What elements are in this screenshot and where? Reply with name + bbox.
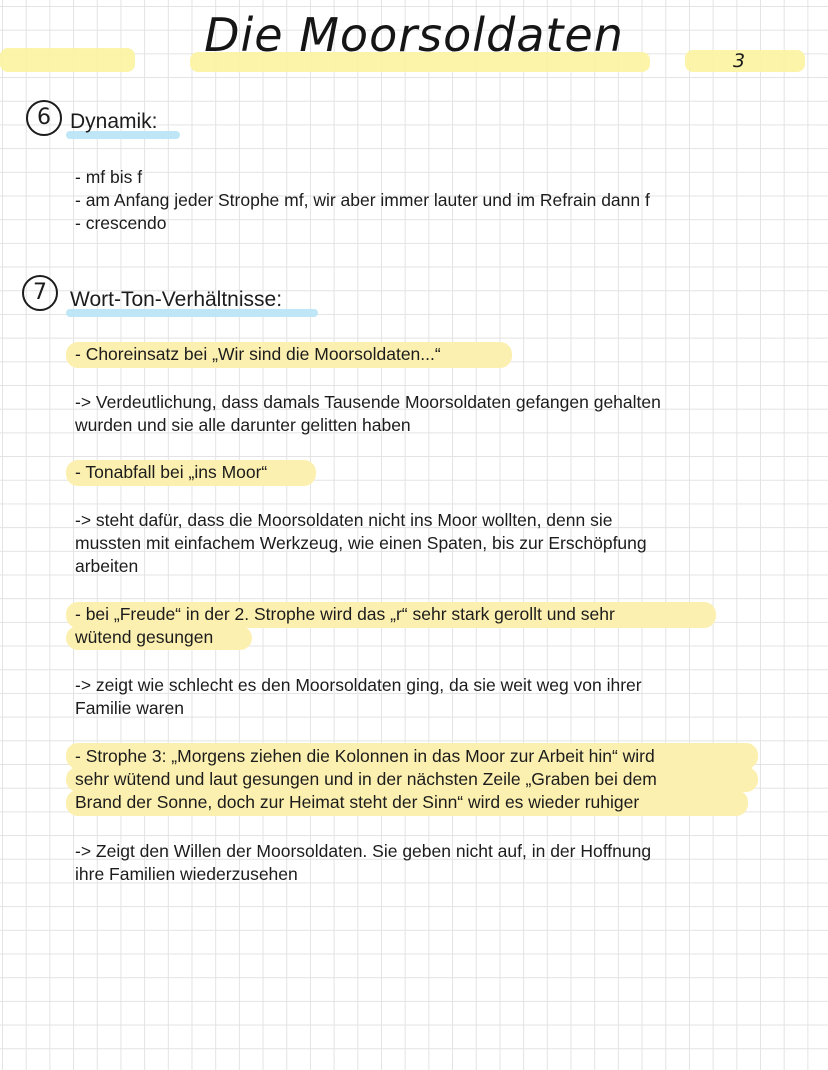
list-item: sehr wütend und laut gesungen und in der nächsten Zeile „Graben bei dem (75, 769, 657, 789)
section-heading-dynamik: Dynamik: (70, 110, 158, 133)
list-item: - Tonabfall bei „ins Moor“ (75, 462, 268, 482)
list-item: mussten mit einfachem Werkzeug, wie einen Spaten, bis zur Erschöpfung (75, 533, 647, 553)
list-item: ihre Familien wiederzusehen (75, 864, 298, 884)
list-item: wütend gesungen (75, 627, 214, 647)
list-item: wurden und sie alle darunter gelitten haben (75, 415, 411, 435)
list-item: - Choreinsatz bei „Wir sind die Moorsoldaten...“ (75, 344, 441, 364)
list-item: - am Anfang jeder Strophe mf, wir aber immer lauter und im Refrain dann f (75, 190, 650, 210)
list-item: Familie waren (75, 698, 184, 718)
list-item: -> zeigt wie schlecht es den Moorsoldaten ging, da sie weit weg von ihrer (75, 675, 642, 695)
list-item: - crescendo (75, 213, 167, 233)
list-item: -> steht dafür, dass die Moorsoldaten nicht ins Moor wollten, denn sie (75, 510, 613, 530)
page-title: Die Moorsoldaten (204, 8, 624, 62)
section-number-6: 6 (26, 100, 62, 136)
list-item: -> Verdeutlichung, dass damals Tausende Moorsoldaten gefangen gehalten (75, 392, 661, 412)
list-item: - bei „Freude“ in der 2. Strophe wird das „r“ sehr stark gerollt und sehr (75, 604, 615, 624)
section-number-7: 7 (22, 275, 58, 311)
list-item: - mf bis f (75, 167, 143, 187)
list-item: - Strophe 3: „Morgens ziehen die Kolonnen in das Moor zur Arbeit hin“ wird (75, 746, 655, 766)
section-heading-wort-ton: Wort-Ton-Verhältnisse: (70, 288, 283, 311)
list-item: Brand der Sonne, doch zur Heimat steht der Sinn“ wird es wieder ruhiger (75, 792, 640, 812)
list-item: -> Zeigt den Willen der Moorsoldaten. Sie geben nicht auf, in der Hoffnung (75, 841, 652, 861)
page-number: 3 (733, 50, 746, 72)
list-item: arbeiten (75, 556, 139, 576)
